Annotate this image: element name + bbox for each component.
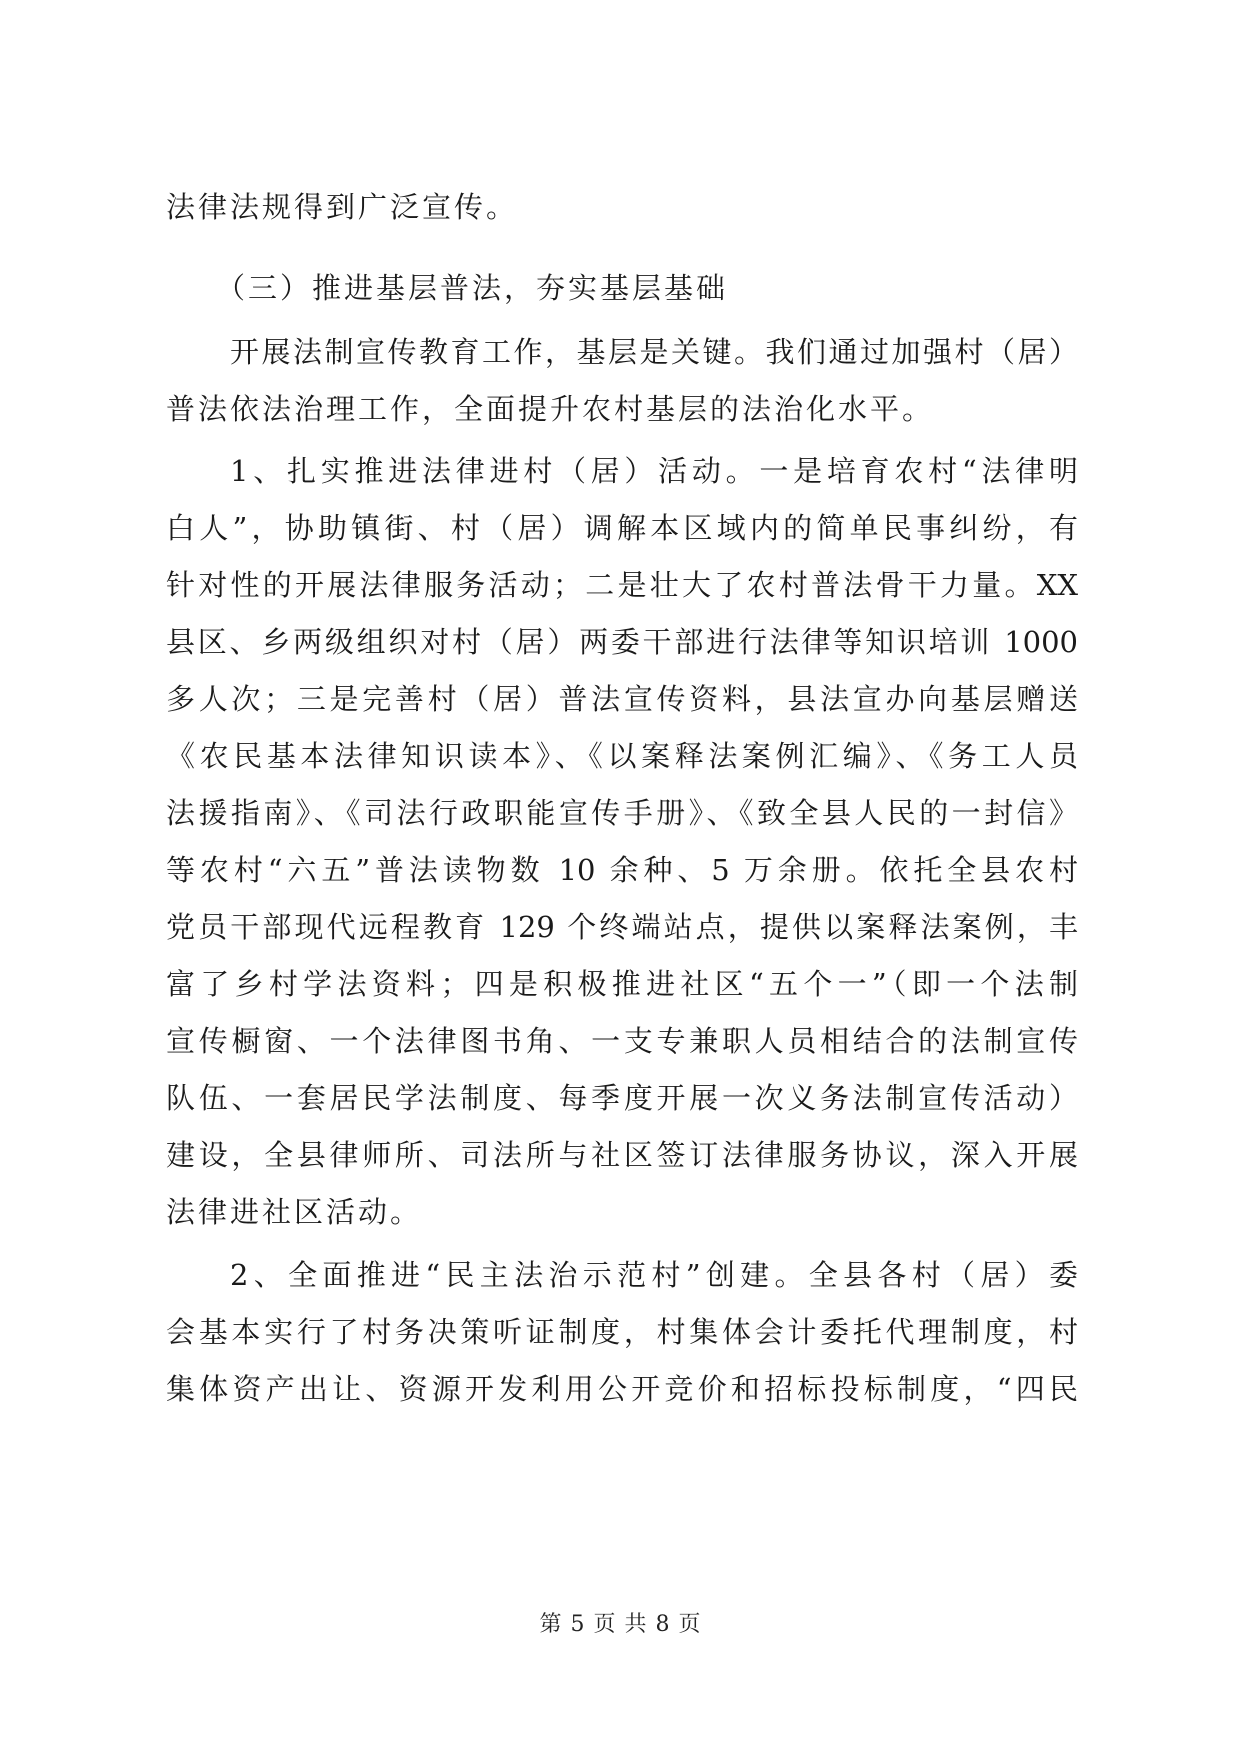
page-number: 第 5 页 共 8 页: [539, 1612, 702, 1637]
text-line: 会基本实行了村务决策听证制度，村集体会计委托代理制度，村: [166, 1315, 1078, 1349]
text-line: 建设，全县律师所、司法所与社区签订法律服务协议，深入开展: [166, 1138, 1078, 1172]
text-line: 集体资产出让、资源开发利用公开竞价和招标投标制度，“四民: [166, 1372, 1078, 1406]
text-line: 1、扎实推进法律进村（居）活动。一是培育农村“法律明: [230, 454, 1078, 488]
text-line: 党员干部现代远程教育 129 个终端站点，提供以案释法案例，丰: [166, 910, 1078, 944]
text-line: 针对性的开展法律服务活动；二是壮大了农村普法骨干力量。XX: [166, 568, 1078, 602]
text-line: 2、全面推进“民主法治示范村”创建。全县各村（居）委: [230, 1258, 1078, 1292]
text-line: 《农民基本法律知识读本》、《以案释法案例汇编》、《务工人员: [166, 739, 1078, 773]
text-line: 多人次；三是完善村（居）普法宣传资料，县法宣办向基层赠送: [166, 682, 1078, 716]
text-line: 普法依法治理工作，全面提升农村基层的法治化水平。: [166, 392, 935, 426]
text-line: 等农村“六五”普法读物数 10 余种、5 万余册。依托全县农村: [166, 853, 1078, 887]
text-line: 队伍、一套居民学法制度、每季度开展一次义务法制宣传活动）: [166, 1081, 1078, 1115]
text-line: 法援指南》、《司法行政职能宣传手册》、《致全县人民的一封信》: [166, 796, 1078, 830]
text-line: 开展法制宣传教育工作，基层是关键。我们通过加强村（居）: [230, 335, 1078, 369]
text-line: 富了乡村学法资料；四是积极推进社区“五个一”（即一个法制: [166, 967, 1078, 1001]
text-line: 法律进社区活动。: [166, 1195, 423, 1229]
text-line: 县区、乡两级组织对村（居）两委干部进行法律等知识培训 1000: [166, 625, 1078, 659]
section-heading: （三）推进基层普法，夯实基层基础: [216, 271, 729, 305]
text-line: 白人”，协助镇街、村（居）调解本区域内的简单民事纠纷，有: [166, 511, 1078, 545]
text-line: 法律法规得到广泛宣传。: [166, 190, 519, 224]
text-line: 宣传橱窗、一个法律图书角、一支专兼职人员相结合的法制宣传: [166, 1024, 1078, 1058]
